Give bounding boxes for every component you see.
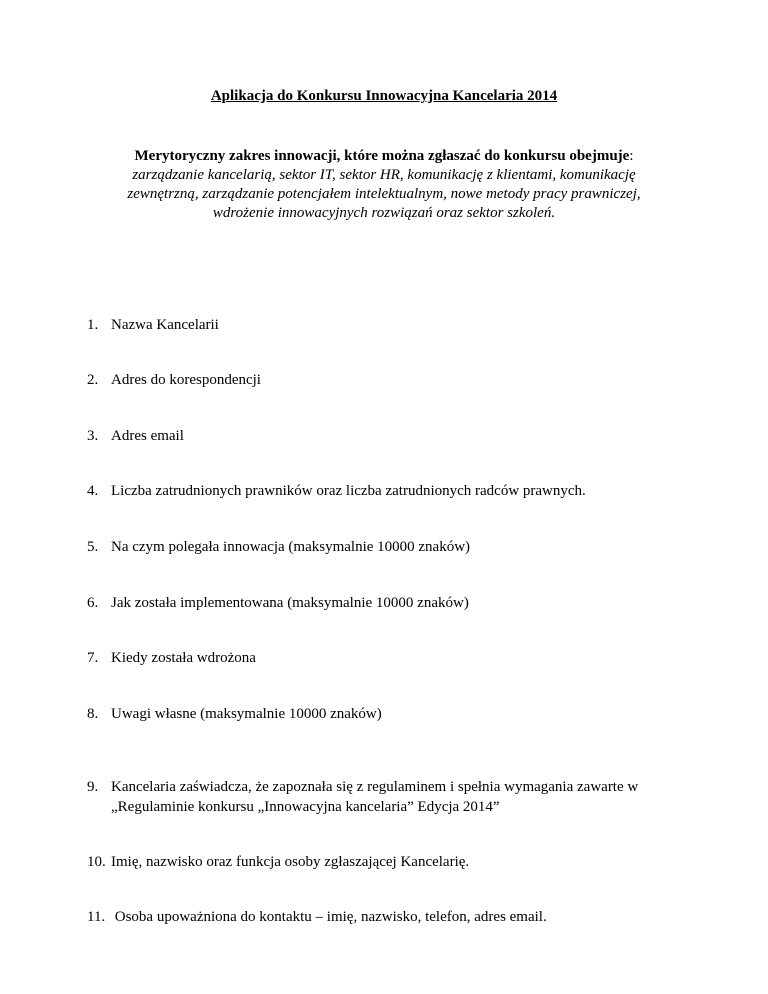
- scope-paragraph: [100, 147, 668, 223]
- item-number: 5.: [87, 539, 99, 555]
- item-number: 11.: [87, 909, 106, 925]
- item-number: 7.: [87, 650, 99, 666]
- item-text: Kiedy została wdrożona: [111, 650, 256, 666]
- item-text: Adres do korespondencji: [111, 372, 261, 388]
- document-title: Aplikacja do Konkursu Innowacyjna Kancelaria 2014: [210, 88, 558, 104]
- scope-colon: :: [629, 148, 634, 164]
- item-text: Adres email: [111, 428, 184, 444]
- item-text: Uwagi własne (maksymalnie 10000 znaków): [111, 706, 382, 722]
- item-text: Liczba zatrudnionych prawników oraz liczba zatrudnionych radców prawnych.: [111, 483, 586, 499]
- item-text: Nazwa Kancelarii: [111, 317, 219, 333]
- item-text: Imię, nazwisko oraz funkcja osoby zgłaszającej Kancelarię.: [111, 854, 470, 870]
- item-text: Jak została implementowana (maksymalnie 10000 znaków): [111, 595, 469, 611]
- item-number: 8.: [87, 706, 99, 722]
- item-number: 9.: [87, 779, 99, 795]
- item-number: 4.: [87, 483, 99, 499]
- item-text: Kancelaria zaświadcza, że zapoznała się z regulaminem i spełnia wymagania zawarte w: [111, 779, 639, 795]
- item-text: Na czym polegała innowacja (maksymalnie 10000 znaków): [111, 539, 471, 555]
- item-number: 10.: [87, 854, 106, 870]
- item-text-continued: „Regulaminie konkursu „Innowacyjna kancelaria” Edycja 2014”: [111, 799, 500, 815]
- item-number: 1.: [87, 317, 99, 333]
- item-number: 3.: [87, 428, 99, 444]
- scope-lead: Merytoryczny zakres innowacji, które można zgłaszać do konkursu obejmuje: [134, 148, 630, 164]
- item-number: 6.: [87, 595, 99, 611]
- item-text: Osoba upoważniona do kontaktu – imię, nazwisko, telefon, adres email.: [111, 909, 547, 925]
- item-number: 2.: [87, 372, 99, 388]
- scope-body: zarządzanie kancelarią, sektor IT, sektor HR, komunikację z klientami, komunikację zewnętrzną, zarządzanie potencjałem intelektualnym, nowe metody pracy prawniczej, wdrożenie innowacyjnych rozwiązań oraz sektor szkoleń.: [127, 167, 641, 221]
